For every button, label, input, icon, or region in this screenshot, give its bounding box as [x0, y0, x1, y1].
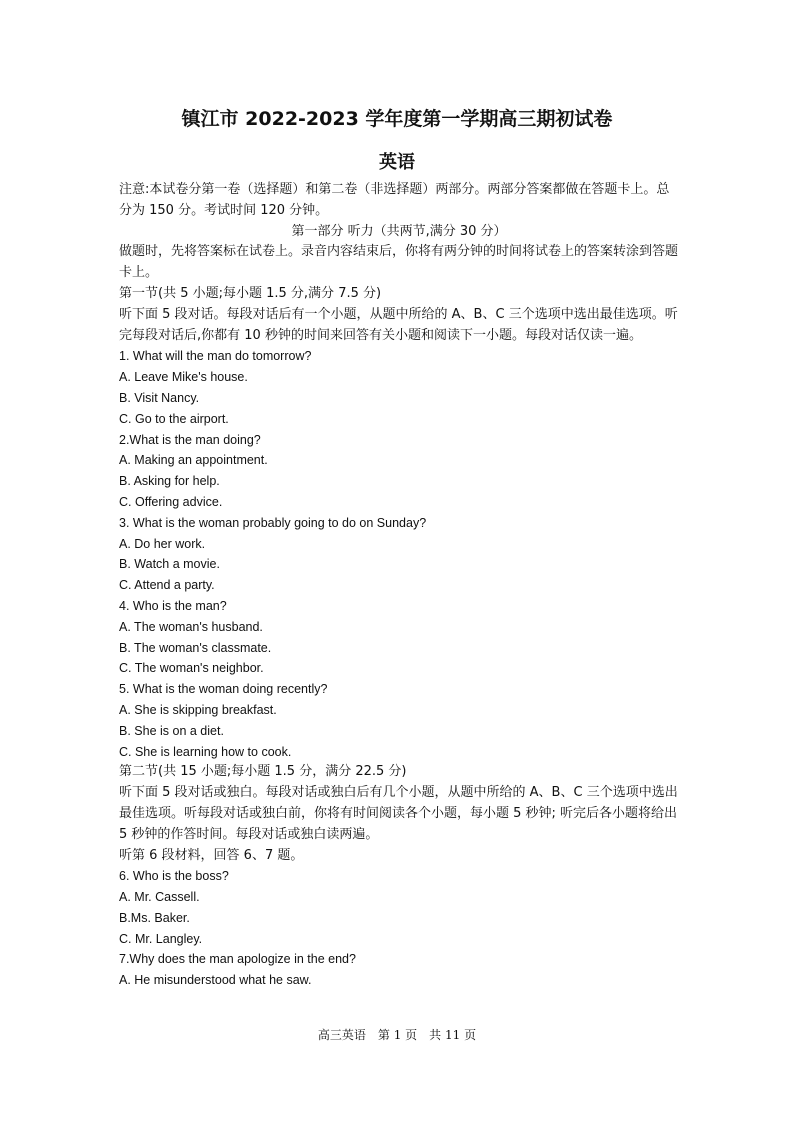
subject-title: 英语 — [379, 152, 415, 173]
exam-body — [119, 180, 679, 991]
q1-option-a: A. Leave Mike's house. — [119, 370, 248, 385]
q3-option-c: C. Attend a party. — [119, 578, 215, 593]
q4-option-a: A. The woman's husband. — [119, 619, 263, 634]
question-7: 7.Why does the man apologize in the end? — [119, 952, 356, 967]
question-6: 6. Who is the boss? — [119, 869, 229, 884]
q2-option-b: B. Asking for help. — [119, 474, 220, 489]
section1-heading: 第一节(共 5 小题;每小题 1.5 分,满分 7.5 分) — [119, 285, 382, 301]
q2-option-c: C. Offering advice. — [119, 494, 223, 509]
q5-option-a: A. She is skipping breakfast. — [119, 702, 277, 717]
section1-instruction: 听下面 5 段对话。每段对话后有一个小题，从题中所给的 A、B、C 三个选项中选出最佳选项。听完每段对话后,你都有 10 秒钟的时间来回答有关小题和阅读下一小题。每段对话仅读一遍。 — [119, 306, 678, 343]
exam-title: 镇江市 2022-2023 学年度第一学期高三期初试卷 — [181, 108, 613, 130]
q2-option-a: A. Making an appointment. — [119, 453, 268, 468]
material-note: 听第 6 段材料，回答 6、7 题。 — [119, 847, 304, 863]
q3-option-b: B. Watch a movie. — [119, 557, 220, 572]
q6-option-a: A. Mr. Cassell. — [119, 890, 200, 905]
part1-heading: 第一部分 听力（共两节,满分 30 分） — [291, 223, 507, 239]
question-4: 4. Who is the man? — [119, 598, 227, 613]
question-5: 5. What is the woman doing recently? — [119, 682, 328, 697]
question-1: 1. What will the man do tomorrow? — [119, 349, 312, 364]
q1-option-b: B. Visit Nancy. — [119, 390, 200, 405]
notice-text: 注意:本试卷分第一卷（选择题）和第二卷（非选择题）两部分。两部分答案都做在答题卡上。总分为 150 分。考试时间 120 分钟。 — [119, 182, 670, 218]
q5-option-c: C. She is learning how to cook. — [119, 744, 292, 759]
section2-instruction: 听下面 5 段对话或独白。每段对话或独白后有几个小题，从题中所给的 A、B、C 三个选项中选出最佳选项。听每段对话或独白前，你将有时间阅读各个小题，每小题 5 秒钟; 听完后各小题将给出 5 秒钟的作答时间。每段对话或独白读两遍。 — [119, 785, 678, 842]
q6-option-b: B.Ms. Baker. — [119, 910, 190, 925]
question-3: 3. What is the woman probably going to do on Sunday? — [119, 515, 427, 530]
part1-instruction: 做题时，先将答案标在试卷上。录音内容结束后，你将有两分钟的时间将试卷上的答案转涂到答题卡上。 — [119, 244, 679, 281]
q4-option-b: B. The woman's classmate. — [119, 640, 272, 655]
q7-option-a: A. He misunderstood what he saw. — [119, 973, 312, 988]
q3-option-a: A. Do her work. — [119, 536, 206, 551]
q1-option-c: C. Go to the airport. — [119, 411, 229, 426]
section2-heading: 第二节(共 15 小题;每小题 1.5 分，满分 22.5 分) — [119, 764, 407, 780]
question-2: 2.What is the man doing? — [119, 432, 261, 447]
q6-option-c: C. Mr. Langley. — [119, 931, 203, 946]
q4-option-c: C. The woman's neighbor. — [119, 661, 264, 676]
q5-option-b: B. She is on a diet. — [119, 723, 224, 738]
page-footer: 高三英语 第 1 页 共 11 页 — [317, 1028, 477, 1042]
